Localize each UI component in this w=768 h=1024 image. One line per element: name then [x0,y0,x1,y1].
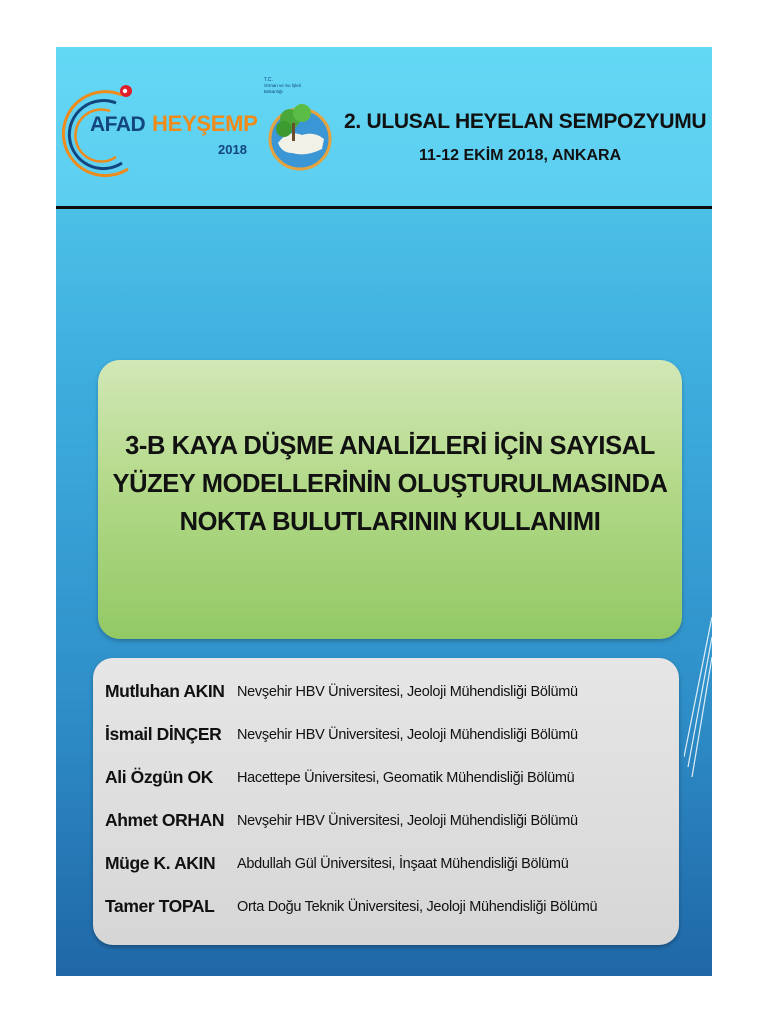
authors-box [93,658,679,945]
conference-title: 2. ULUSAL HEYELAN SEMPOZYUMU [344,110,707,133]
heysemp-logo-text: HEYŞEMP [152,111,258,136]
paper-title-line: YÜZEY MODELLERİNİN OLUŞTURULMASINDA [112,470,668,498]
author-name: Mutluhan AKIN [105,681,225,701]
heysemp-year: 2018 [218,142,247,157]
paper-title-box [98,360,682,639]
author-row [93,896,679,926]
header-divider [56,206,712,209]
decorative-lines-icon [684,607,712,807]
author-row [93,681,679,711]
afad-logo-text: AFAD [90,113,146,136]
author-affiliation: Orta Doğu Teknik Üniversitesi, Jeoloji Mühendisliği Bölümü [237,899,598,915]
author-name: Tamer TOPAL [105,896,215,916]
svg-text:T.C.: T.C. [264,77,273,83]
author-row [93,853,679,883]
author-name: Ali Özgün OK [105,767,213,787]
author-row [93,767,679,797]
author-affiliation: Nevşehir HBV Üniversitesi, Jeoloji Mühendisliği Bölümü [237,727,578,743]
author-affiliation: Abdullah Gül Üniversitesi, İnşaat Mühendisliği Bölümü [237,856,569,872]
slide [56,47,712,976]
author-affiliation: Nevşehir HBV Üniversitesi, Jeoloji Mühendisliği Bölümü [237,684,578,700]
author-name: Ahmet ORHAN [105,810,225,830]
ministry-logo-icon [262,73,332,185]
author-name: İsmail DİNÇER [105,724,222,744]
svg-text:Orman ve Su İşleri: Orman ve Su İşleri [264,83,302,88]
author-row [93,810,679,840]
header-banner [56,47,712,207]
conference-date: 11-12 EKİM 2018, ANKARA [419,147,622,164]
author-name: Müge K. AKIN [105,853,216,873]
paper-title-line: NOKTA BULUTLARININ KULLANIMI [179,508,601,536]
paper-title [98,427,682,541]
svg-text:Bakanlığı: Bakanlığı [264,89,283,94]
author-affiliation: Hacettepe Üniversitesi, Geomatik Mühendisliği Bölümü [237,770,575,786]
author-affiliation: Nevşehir HBV Üniversitesi, Jeoloji Mühendisliği Bölümü [237,813,578,829]
author-row [93,724,679,754]
paper-title-line: 3-B KAYA DÜŞME ANALİZLERİ İÇİN SAYISAL [125,432,655,460]
